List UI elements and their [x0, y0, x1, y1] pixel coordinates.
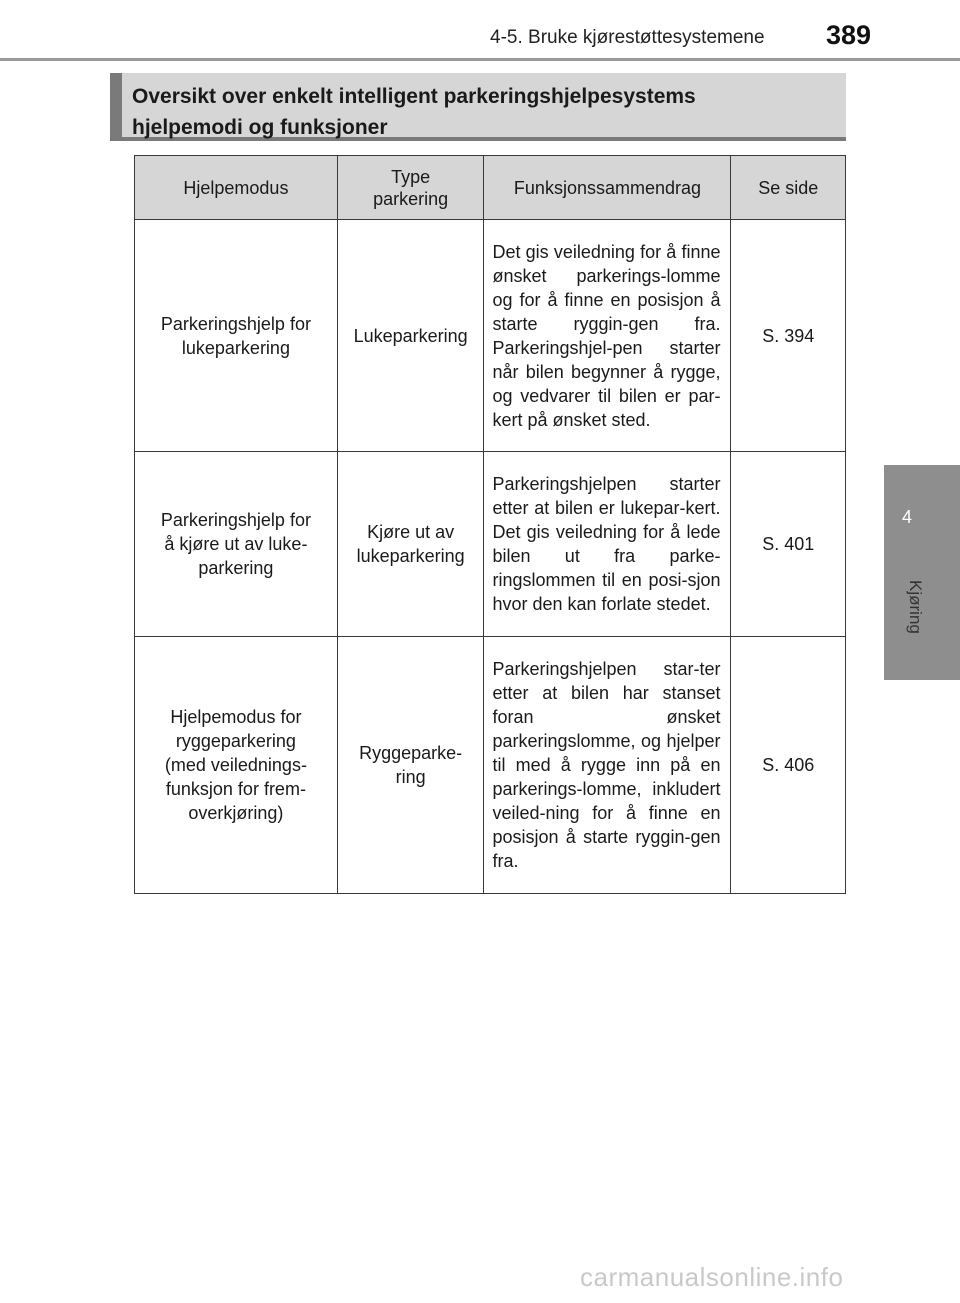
header-see-page: Se side [731, 156, 846, 220]
page-number: 389 [826, 20, 872, 50]
table-row [135, 452, 846, 637]
cell-function-summary: Parkeringshjelpen star-ter etter at bilen har stanset foran ønsket parkeringslomme, og hjelper til med å rygge inn på en parkerings-lomme, inkludert veiled-ning for å finne en posisjon å starte ryggin-gen fra. [484, 637, 731, 894]
watermark: carmanualsonline.info [580, 1262, 844, 1292]
cell-function-summary: Parkeringshjelpen starter etter at bilen er lukepar-kert. Det gis veiledning for å lede bilen ut fra parke-ringslommen til en posi-sjon hvor den kan forlate stedet. [484, 452, 731, 637]
header-assist-mode: Hjelpemodus [135, 156, 338, 220]
running-header-title: 4-5. Bruke kjørestøttesystemene [490, 27, 765, 48]
table-row [135, 220, 846, 452]
chapter-label: Kjøring [906, 580, 925, 634]
header-function-summary: Funksjonssammendrag [484, 156, 731, 220]
cell-see-page: S. 406 [731, 637, 846, 894]
cell-see-page: S. 401 [731, 452, 846, 637]
section-heading-box [110, 73, 846, 141]
assist-modes-table [134, 155, 846, 894]
chapter-number: 4 [901, 507, 912, 527]
cell-function-summary: Det gis veiledning for å finne ønsket parkerings-lomme og for å finne en posisjon å starte ryggin-gen fra. Parkeringshjel-pen starter når bilen begynner å rygge, og vedvarer til bilen er par-kert på ønsket sted. [484, 220, 731, 452]
table-header-row [135, 156, 846, 220]
cell-see-page: S. 394 [731, 220, 846, 452]
cell-parking-type: Ryggeparke- ring [337, 637, 484, 894]
header-parking-type: Type parkering [337, 156, 484, 220]
table-row [135, 637, 846, 894]
cell-assist-mode: Hjelpemodus for ryggeparkering (med veilednings- funksjon for frem- overkjøring) [135, 637, 338, 894]
header-divider [0, 58, 960, 61]
cell-parking-type: Kjøre ut av lukeparkering [337, 452, 484, 637]
cell-assist-mode: Parkeringshjelp for lukeparkering [135, 220, 338, 452]
section-title: Oversikt over enkelt intelligent parkeringshjelpesystems hjelpemodi og funksjoner [132, 85, 696, 139]
cell-assist-mode: Parkeringshjelp for å kjøre ut av luke- parkering [135, 452, 338, 637]
cell-parking-type: Lukeparkering [337, 220, 484, 452]
